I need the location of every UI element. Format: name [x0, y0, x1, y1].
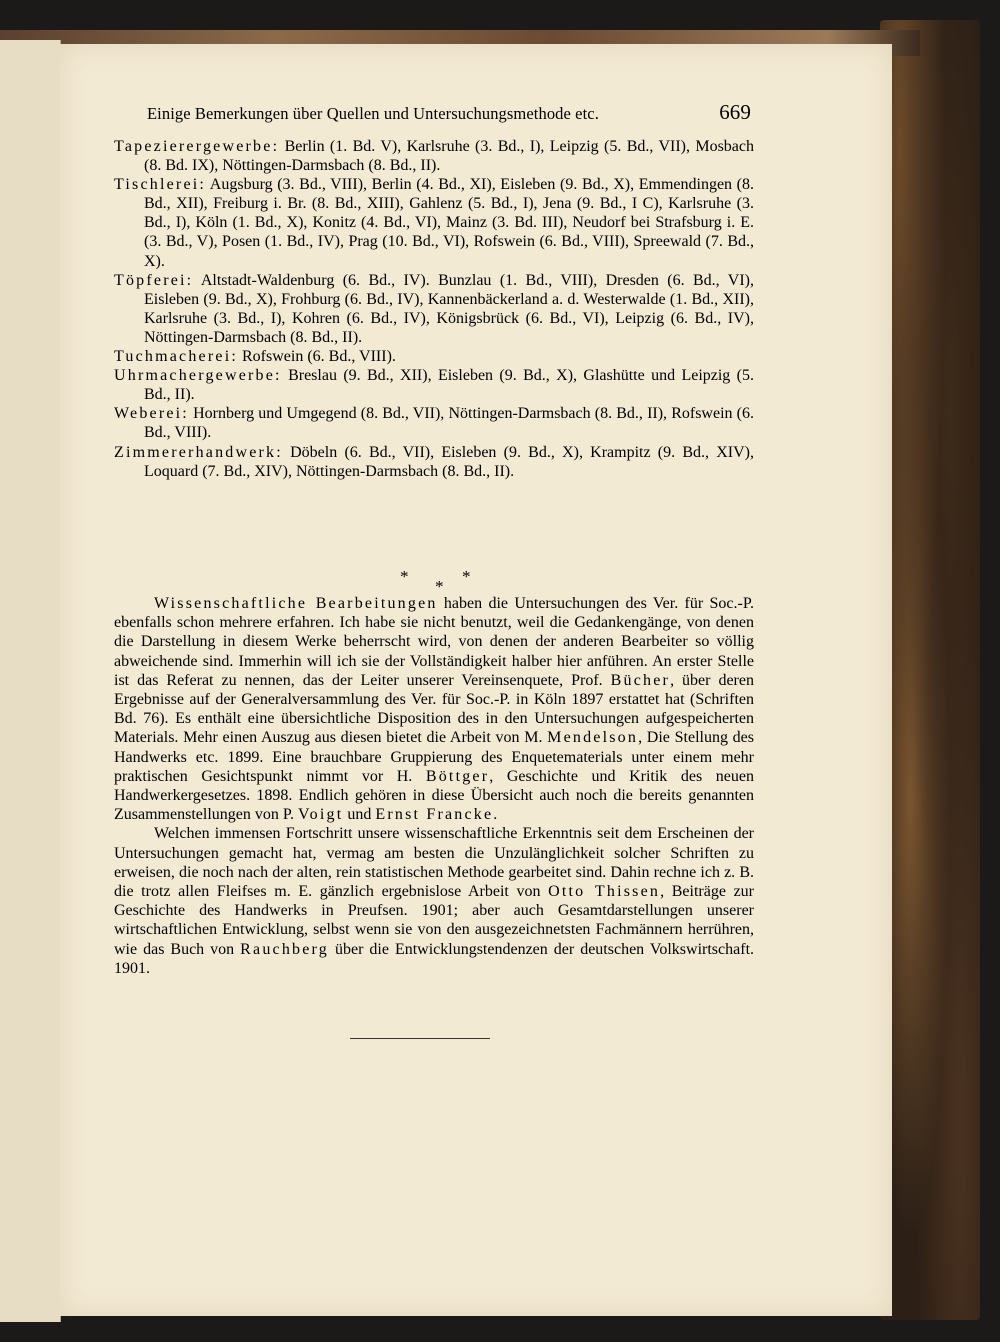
entry-text: Altstadt-Waldenburg (6. Bd., IV). Bunzlau (1. Bd., VIII), Dresden (6. Bd., VI), Eisleben (9. Bd., X), Frohburg (6. Bd., IV), Kannenbäckerland a. d. Westerwalde (1. Bd., XII), Karlsruhe (3. Bd., I), Kohren (6. Bd., IV), Königsbrück (6. Bd., VI), Leipzig (6. Bd., IV), Nöttingen-Darmsbach (8. Bd., II). — [144, 271, 754, 346]
paragraph — [114, 594, 754, 824]
text-run: , Geschichte und Kritik des neuen Handwerkergesetzes. 1898. Endlich gehören in diese Übersicht auch noch die bereits genannten Zusammenstellungen von P. — [114, 767, 754, 824]
index-entry — [114, 404, 754, 442]
author-name: Ernst Francke — [375, 806, 494, 824]
entry-term: Tuchmacherei: — [114, 348, 238, 366]
entry-term: Uhrmachergewerbe: — [114, 367, 282, 385]
entry-text: Rofswein (6. Bd., VIII). — [237, 348, 396, 366]
entry-term: Weberei: — [114, 405, 189, 423]
author-name: Böttger — [425, 767, 490, 785]
entry-text: Berlin (1. Bd. V), Karlsruhe (3. Bd., I), Leipzig (5. Bd., VII), Mosbach (8. Bd. IX), Nöttingen-Darmsbach (8. Bd., II). — [144, 138, 754, 175]
author-name: Bücher — [610, 671, 671, 689]
trade-index-list — [114, 137, 754, 481]
text-run: , über deren Ergebnisse auf der Generalversammlung des Ver. für Soc.-P. in Köln 1897 erstattet hat (Schriften Bd. 76). Es enthält eine übersichtliche Disposition des in den Untersuchungen aufgespeicherten Materials. Mehr einen Auszug aus diesen bietet die Arbeit von M. — [114, 671, 754, 747]
author-name: Mendelson — [547, 729, 639, 747]
text-run: und — [343, 806, 376, 824]
entry-term: Tapezierergewerbe: — [114, 138, 280, 155]
text-run: , Die Stellung des Handwerks etc. 1899. Eine brauchbare Gruppierung des Enquetematerials unter einem mehr praktischen Gesichtspunkt nimmt vor H. — [114, 729, 755, 785]
entry-term: Tischlerei: — [114, 176, 207, 194]
running-title: Einige Bemerkungen über Quellen und Untersuchungsmethode etc. — [147, 104, 599, 123]
section-divider — [340, 525, 480, 596]
index-entry — [114, 271, 754, 347]
body-text — [114, 594, 754, 978]
page-number: 669 — [719, 100, 751, 124]
entry-text: Döbeln (6. Bd., VII), Eisleben (9. Bd., X), Krampitz (9. Bd., XIV), Loquard (7. Bd., XIV), Nöttingen-Darmsbach (8. Bd., II). — [144, 443, 754, 480]
end-rule — [350, 1038, 490, 1039]
author-name: Rauchberg — [240, 940, 329, 958]
divider-star: * — [435, 577, 444, 596]
divider-star: * — [462, 567, 471, 586]
index-entry — [114, 175, 754, 270]
text-run: über die Entwicklungstendenzen der deutschen Volkswirtschaft. 1901. — [114, 940, 755, 977]
spaced-term: Wissenschaftliche Bearbeitungen — [154, 595, 438, 612]
entry-text: Augsburg (3. Bd., VIII), Berlin (4. Bd., XI), Eisleben (9. Bd., X), Emmendingen (8. Bd., XII), Freiburg i. Br. (8. Bd., XIII), Gahlenz (5. Bd., I), Jena (9. Bd., I C), Karlsruhe (3. Bd., I), Köln (1. Bd., X), Konitz (4. Bd., VI), Mainz (3. Bd. III), Neudorf bei Strafsburg i. E. (3. Bd., V), Posen (1. Bd., IV), Prag (10. Bd., VI), Rofswein (6. Bd., VIII), Spreewald (7. Bd., X). — [144, 176, 754, 270]
entry-text: Breslau (9. Bd., XII), Eisleben (9. Bd., X), Glashütte und Leipzig (5. Bd., II). — [144, 367, 754, 404]
index-entry — [114, 347, 754, 366]
text-run: haben die Untersuchungen des Ver. für Soc.-P. ebenfalls schon mehrere erfahren. Ich habe sie nicht benutzt, weil die Gedankengänge, von denen die Darstellung in diesem Werke beherrscht wird, von denen der anderen Bearbeiter so völlig abweichende sind. Immerhin will ich sie der Vollständigkeit halber hier anführen. An erster Stelle ist das Referat zu nennen, das der Leiter unserer Vereinsenquete, Prof. — [114, 595, 754, 689]
text-run: , Beiträge zur Geschichte des Handwerks in Preufsen. 1901; aber auch Gesamtdarstellungen unserer wirtschaftlichen Entwicklung, selbst wenn sie von den ausgezeichnetsten Fachmännern herrühren, wie das Buch von — [114, 883, 754, 958]
entry-term: Töpferei: — [114, 271, 194, 289]
entry-term: Zimmererhandwerk: — [114, 443, 283, 461]
facing-page-edge — [0, 40, 61, 1322]
index-entry — [114, 366, 754, 404]
divider-star: * — [400, 567, 409, 586]
running-header — [147, 100, 751, 125]
text-run: Welchen immensen Fortschritt unsere wissenschaftliche Erkenntnis seit dem Erscheinen der Untersuchungen gemacht hat, vermag am besten die Unzulänglichkeit solcher Schriften zu erweisen, die noch nach der alten, rein statistischen Methode gearbeitet sind. Dahin rechne ich z. B. die trotz allen Fleifses m. E. gänzlich ergebnislose Arbeit von — [114, 825, 754, 901]
text-run: . — [493, 806, 498, 824]
index-entry — [114, 443, 754, 481]
index-entry — [114, 137, 754, 175]
book-cover-edge — [880, 20, 980, 1320]
author-name: Otto Thissen — [548, 883, 661, 901]
entry-text: Hornberg und Umgegend (8. Bd., VII), Nöttingen-Darmsbach (8. Bd., II), Rofswein (6. Bd., VIII). — [144, 405, 754, 442]
paragraph — [114, 824, 754, 978]
author-name: Voigt — [297, 806, 344, 824]
